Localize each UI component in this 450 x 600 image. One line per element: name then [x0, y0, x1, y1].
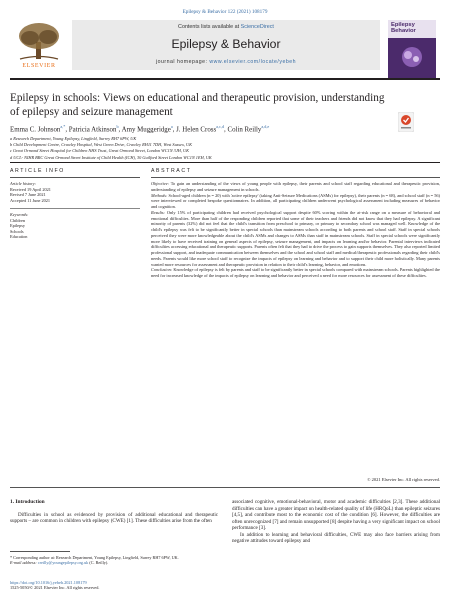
- article-title: Epilepsy in schools: Views on educational and therapeutic provision, understanding of epilepsy and seizure management: [10, 92, 385, 118]
- history-label: Article history:: [10, 181, 37, 186]
- author-name[interactable]: Patricia Atkinson: [68, 126, 117, 134]
- footnote-rule: [10, 551, 70, 552]
- keyword: Children: [10, 217, 26, 223]
- email-link[interactable]: creilly@youngepilepsy.org.uk: [37, 560, 89, 566]
- journal-title: Epilepsy & Behavior: [171, 37, 281, 51]
- cover-art: [394, 44, 430, 70]
- corresponding-author-note: * Corresponding author at: Research Department, Young Epilepsy, Lingfield, Surrey RH7 6PW, UK.: [10, 555, 179, 560]
- journal-cover: [388, 20, 436, 78]
- article-info-heading: ARTICLE INFO: [10, 168, 65, 174]
- cover-title: [391, 22, 416, 34]
- methods-text: School-aged children (n = 20) with 'active epilepsy' (taking Anti-Seizure Medications (ASMs) for epilepsy), their parents (n = 68), and school staff (n = 56) were interviewed or completed bespoke questionnaires. In addition, all participating children underwent psychological assessment including measures of behavior and cognition.: [151, 192, 440, 209]
- journal-header: [10, 20, 440, 70]
- received-date: Received 19 April 2021: [10, 186, 51, 192]
- author-affil-marker[interactable]: a,c,d: [216, 124, 225, 129]
- author-affil-marker[interactable]: a: [170, 124, 173, 129]
- article-info-rule: [10, 177, 140, 178]
- abstract-conclusion: [151, 267, 440, 279]
- keywords-label: Keywords:: [10, 212, 29, 217]
- email-suffix: (C. Reilly).: [88, 560, 109, 566]
- author-affil-marker[interactable]: a,d,e: [261, 124, 270, 129]
- objective-label: Objective:: [151, 181, 170, 186]
- doi-link[interactable]: https://doi.org/10.1016/j.yebeh.2021.108179: [10, 580, 87, 585]
- cover-header: [388, 20, 436, 38]
- doi-block: [10, 580, 218, 591]
- author-name[interactable]: Emma C. Johnson: [10, 126, 61, 134]
- methods-label: Methods:: [151, 192, 168, 198]
- abstract-methods: [151, 193, 440, 210]
- author-list: Emma C. Johnson$^{a,*}$, Patricia Atkinson$^b$, Amy Muggeridge$^a$, J. Helen Cross$^{a,c,d}$, Colin Reilly$^{a,d,e}$: [10, 124, 270, 134]
- intro-paragraph: associated cognitive, emotional-behavioral, motor and academic difficulties [2,3]. These additional difficulties can have a greater impact on health-related quality of life (HRQoL) than epileptic seizures [4,5], and contribute most to the economic cost of the condition [6]. However, the difficulties are often unrecognized [7] and remain unsupported [8] despite having a very significant impact on school performance [3].: [232, 499, 440, 531]
- elsevier-logo: [10, 20, 68, 70]
- homepage-link[interactable]: www.elsevier.com/locate/yebeh: [209, 59, 296, 65]
- homepage-prefix: journal homepage:: [155, 59, 210, 65]
- journal-homepage: [72, 59, 380, 65]
- keyword: Education: [10, 234, 28, 240]
- masthead: [72, 20, 380, 70]
- affiliation-line: d UCL- NIHR BRC Great Ormond Street Institute of Child Health (ICH), 30 Guilford Street London WC1N 1EH, UK: [10, 154, 212, 160]
- author-affil-marker[interactable]: b: [116, 124, 119, 129]
- affiliation-line: a Research Department, Young Epilepsy, Lingfield, Surrey RH7 6PW, UK: [10, 136, 137, 141]
- author-name[interactable]: J. Helen Cross: [176, 126, 217, 134]
- body-right-column: [232, 499, 440, 545]
- abstract-objective: [151, 181, 440, 193]
- elsevier-tree-icon: [10, 20, 68, 70]
- affiliations: [10, 136, 440, 161]
- conclusion-label: Conclusion:: [151, 267, 173, 273]
- author-affil-marker[interactable]: a,*: [60, 124, 66, 129]
- revised-date: Revised 7 June 2021: [10, 192, 46, 198]
- conclusion-text: Knowledge of epilepsy is felt by parents and staff to be significantly better in special schools compared with mainstream schools. Parents highlighted the need for increased knowledge of the impacts of epilepsy on learning and behavior and perceived a need for more resources for assessment of these difficulties.: [151, 267, 440, 278]
- accepted-date: Accepted 11 June 2021: [10, 197, 51, 203]
- abstract-results: [151, 210, 440, 268]
- results-text: Only 15% of participating children had received psychological support despite 60% scoring within the at-risk range on a measure of behavioral and emotional difficulties. More than half of the responding children reported that some of their teachers and friends did not know that they had epilepsy. A significant minority of parents (32%) did not feel that the child's transition from preschool to primary, or primary to secondary school was managed well. Knowledge of the child's epilepsy was felt to be significantly better in special schools than mainstream schools according to both parents and school staff. Staff in special schools perceived they were more knowledgeable about the child's ASMs and changes to ASMs than staff in mainstream schools. Staff in special schools were significantly more likely to have received training on general aspects of epilepsy, seizure management, and impacts on learning and/or behavior. Parental interviews indicated difficulties accessing educational and therapeutic supports. Parents often felt that they had to drive the process to gain supports themselves. They also reported limited professional support, and inadequate communication between themselves and the school and school staff and medical/therapeutic professionals regarding their child's needs. Parents would like more school staff to recognize the impacts of epilepsy on learning and behavior and to support their child more holistically. Many parents wanted more resources for assessment and therapeutic provision in relation to their child's learning, behavior, and emotions.: [151, 209, 440, 267]
- contents-line: [72, 24, 380, 30]
- section-rule: [10, 162, 440, 163]
- cover-title-line-2: Behavior: [391, 28, 416, 34]
- article-history: [10, 181, 140, 203]
- affiliation-line: b Child Development Centre, Crawley Hospital, West Green Drive, Crawley RH11 7DH, West Sussex, UK: [10, 142, 192, 148]
- intro-paragraph: In addition to learning and behavioral difficulties, CWE may also face barriers arising from negative attitudes toward epilepsy and: [232, 531, 440, 544]
- email-label: E-mail address:: [10, 560, 38, 566]
- objective-text: To gain an understanding of the views of young people with epilepsy, their parents and school staff regarding educational and therapeutic provision, understanding of epilepsy and seizure management in schools.: [151, 181, 440, 192]
- intro-paragraph: Difficulties in school as evidenced by provision of additional educational and therapeutic supports – are common in children with epilepsy (CWE) [1]. These difficulties arise from the often: [10, 511, 218, 524]
- keywords-rule: [10, 208, 140, 209]
- header-rule: [10, 78, 440, 80]
- issn-line: 1525-5050/© 2021 Elsevier Inc. All rights reserved.: [10, 585, 100, 591]
- sciencedirect-link[interactable]: ScienceDirect: [240, 24, 274, 30]
- abstract-heading: ABSTRACT: [151, 168, 192, 174]
- footnote: [10, 555, 218, 566]
- intro-heading: 1. Introduction: [10, 499, 45, 505]
- email-line: [10, 560, 218, 565]
- keyword: Schools: [10, 228, 24, 234]
- abstract-copyright: © 2021 Elsevier Inc. All rights reserved.: [367, 477, 440, 482]
- results-label: Results:: [151, 209, 165, 215]
- abstract-rule: [151, 177, 440, 178]
- svg-text:ELSEVIER: ELSEVIER: [22, 63, 56, 69]
- abstract-body: [151, 181, 440, 279]
- body-left-column: [10, 499, 218, 525]
- journal-reference[interactable]: Epilepsy & Behavior 122 (2021) 108179: [182, 9, 268, 15]
- body-rule: [10, 487, 440, 488]
- keyword: Epilepsy: [10, 223, 26, 229]
- author-name[interactable]: Amy Muggeridge: [121, 126, 171, 134]
- cover-title-line-1: Epilepsy: [391, 22, 415, 28]
- keywords-block: [10, 212, 140, 240]
- contents-prefix: Contents lists available at: [178, 24, 241, 30]
- affiliation-line: c Great Ormond Street Hospital for Children NHS Trust, Great Ormond Street, London WC1N 3JH, UK: [10, 148, 189, 154]
- author-name[interactable]: Colin Reilly: [227, 126, 262, 134]
